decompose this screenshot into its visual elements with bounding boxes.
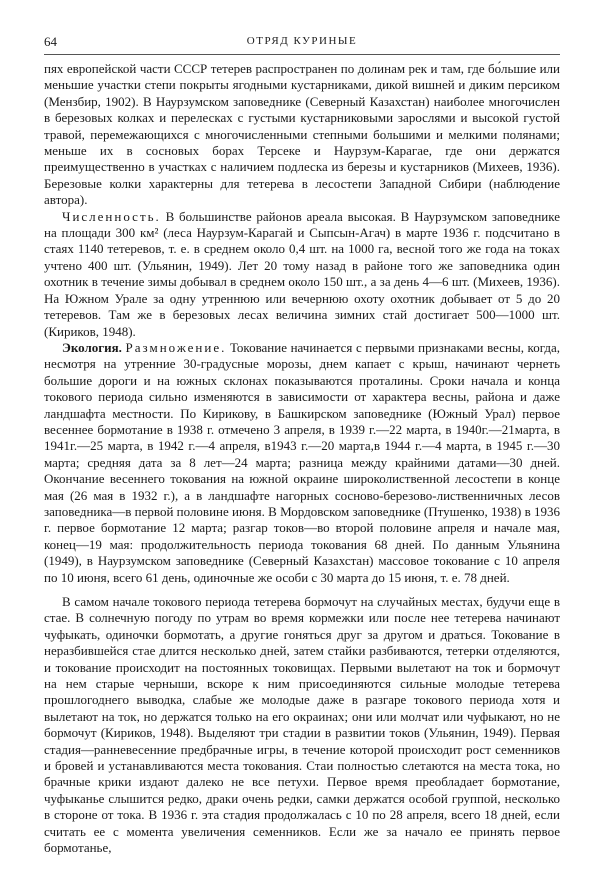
- page-number: 64: [44, 34, 57, 49]
- paragraph-text: Токование начинается с первыми признаками весны, когда, несмотря на утренние 30-градусные морозы, днем капает с крыш, начинают чернеть большие дороги и на южных склонах показываются проталины. Сроки начала и конца токового периода сильно изменяются в зависимости от характера весны, района и даже ландшафта местности. По Кирикову, в Башкирском заповеднике (Южный Урал) первое весеннее бормотание в 1938 г. отмечено 3 апреля, в 1939 г.—22 марта, в 1940г.—21марта, в 1941г.—25 марта, в 1942 г.—4 апреля, в1943 г.—20 марта,в 1944 г.—4 марта, в 1945 г.—30 марта; средняя дата за 8 лет—24 марта; разница между крайними датами—30 дней. Окончание весеннего токования на южной окраине широколиственной лесостепи в конце мая (26 мая в 1932 г.), а в ландшафте нагорных сосново-березово-лиственничных лесов заповедника—в первой половине июня. В Мордовском заповеднике (Птушенко, 1938) в 1936 г. первое бормотание 12 марта; разгар токов—во второй половине апреля и начале мая, конец—19 мая: продолжительность периода токования 68 дней. По данным Ульянина (1949), в Наурзумском заповеднике (Северный Казахстан) массовое токование с 10 апреля по 10 июня, всего 61 день, одиночные же особи с 30 марта до 15 июня, т. е. 78 дней.: [44, 339, 561, 585]
- section-heading-reproduction: Размножение.: [125, 339, 227, 355]
- body-text: [44, 61, 560, 857]
- paragraph-lekking: [44, 594, 560, 857]
- paragraph-text: В самом начале токового периода тетерева бормочут на случайных местах, будучи еще в стае. В солнечную погоду по утрам во время кормежки или после нее тетерева начинают чуфыкать, одиночки бормотать, а другие гоняться друг за другом и драться. Токование в неразбившейся стае длится несколько дней, затем стайки разбиваются, тетерки отделяются, и токование происходит на постоянных токовищах. Первыми вылетают на ток и бормочут на нем старые черныши, вскоре к ним присоединяются сильные молодые тетерева прошлогоднего выводка, слабые же молодые даже в разгаре токового периода хотя и вылетают на ток, но держатся только на его окраинах; они или молчат или чуфыкают, но не бормочут (Кириков, 1948). Выделяют три стадии в развитии токов (Ульянин, 1949). Первая стадия—ранневесенние предбрачные игры, в течение которой происходит рост семенников и бровей и устанавливаются места токования. Стаи полностью слетаются на места тока, но брачные крики издают далеко не все петухи. Первое время преобладает бормотание, чуфыканье слышится редко, драки очень редки, самки держатся особой группой, несколько в стороне от тока. В 1936 г. эта стадия продолжалась с 10 по 28 апреля, всего 18 дней, если считать ее с момента увеличения семенников. Если же за начало ее принять первое бормотанье,: [44, 594, 560, 856]
- paragraph-text: В большинстве районов ареала высокая. В Наурзумском заповеднике на площади 300 км² (леса Наурзум-Карагай и Сыпсын-Агач) в марте 1936 г. подсчитано в стаях 1140 тетеревов, т. е. в среднем около 0,4 шт. на 1000 га, весной того же года на токах учтено 400 шт. (Ульянин, 1949). Лет 20 тому назад в районе того же заповедника один охотник в течение зимы добывал в среднем около 150 шт., а за день 4—6 шт. (Михеев, 1936). На Южном Урале за одну утреннюю или вечернюю охоту охотник добывает от 5 до 20 тетеревов. Там же в березовых лесах величина зимних стай достигает 500—1000 шт. (Кириков, 1948).: [44, 208, 561, 339]
- section-heading-ecology: Экология.: [62, 339, 122, 355]
- section-heading-abundance: Численность.: [62, 208, 161, 224]
- page-header: [44, 34, 560, 55]
- paragraph-distribution: [44, 61, 560, 209]
- paragraph-abundance: [44, 209, 560, 340]
- paragraph-ecology: [44, 340, 560, 586]
- paragraph-text: пях европейской части СССР тетерев распространен по долинам рек и там, где бо́льшие или меньшие участки степи покрыты ягодными кустарниками, дикой вишней и диким персиком (Мензбир, 1902). В Наурзумском заповеднике (Северный Казахстан) наиболее многочислен в березовых колках и перелесках с густыми кустарниковыми зарослями и высокой густой травой, перемежающихся с многочисленными степными большими и мелкими полянами; меньше их в сосновых борах Терсеке и Наурзум-Карагае, где они держатся преимущественно в участках с наличием подлеска из березы и кустарников (Михеев, 1936). Березовые колки характерны для тетерева в лесостепи Западной Сибири (наблюдение автора).: [44, 61, 560, 208]
- running-title: ОТРЯД КУРИНЫЕ: [246, 35, 358, 47]
